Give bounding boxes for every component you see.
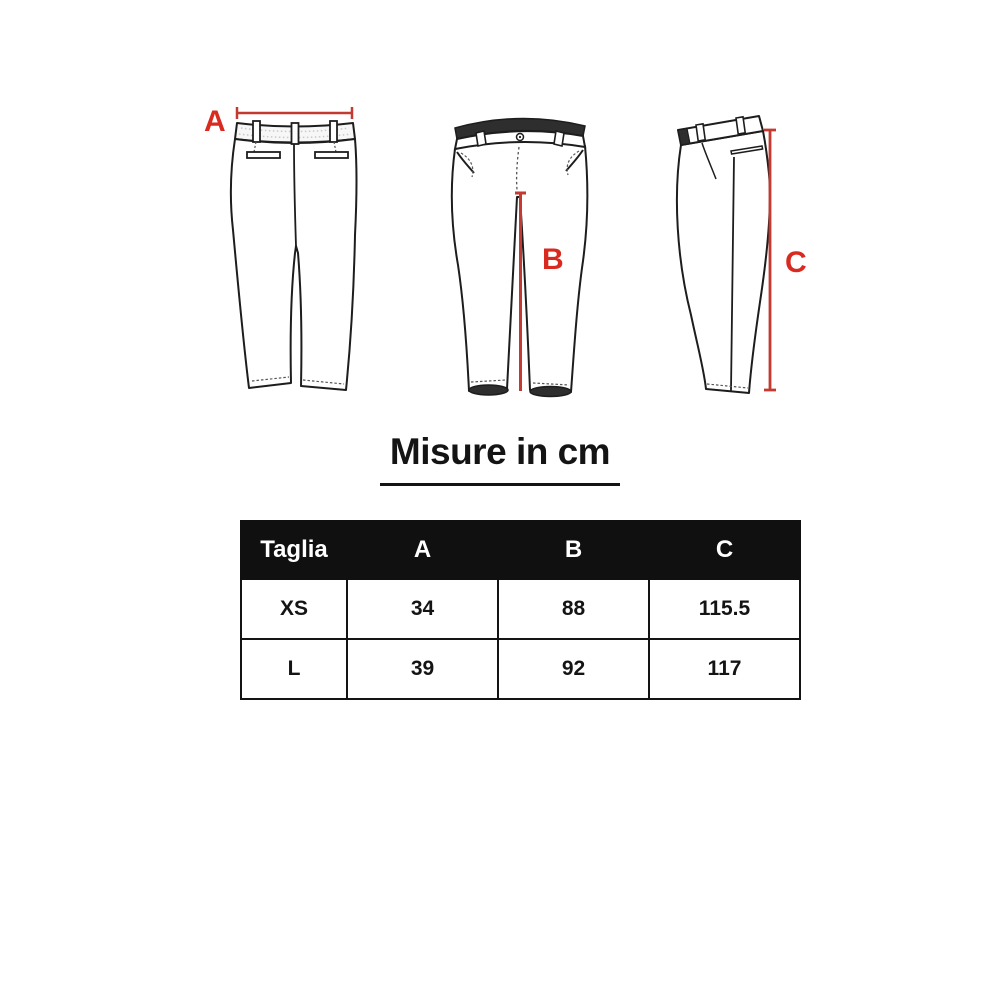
title-block bbox=[0, 431, 1000, 486]
value-cell: 39 bbox=[347, 639, 498, 699]
belt-loop bbox=[736, 117, 745, 134]
value-cell: 34 bbox=[347, 579, 498, 639]
pants-front-view-diagram bbox=[440, 100, 605, 405]
belt-loop bbox=[253, 121, 260, 142]
pants-back-view-diagram bbox=[195, 95, 375, 410]
size-cell: L bbox=[241, 639, 347, 699]
back-pocket bbox=[247, 152, 280, 158]
value-cell: 115.5 bbox=[649, 579, 800, 639]
header-taglia: Taglia bbox=[241, 521, 347, 579]
belt-loop bbox=[476, 131, 486, 146]
header-b: B bbox=[498, 521, 649, 579]
table-row-l bbox=[241, 639, 800, 699]
belt-loop bbox=[292, 123, 299, 144]
measure-label-a: A bbox=[204, 105, 226, 138]
back-pocket bbox=[315, 152, 348, 158]
header-a: A bbox=[347, 521, 498, 579]
page-title: Misure in cm bbox=[389, 431, 611, 472]
measure-label-c: C bbox=[785, 246, 807, 279]
hem-opening bbox=[469, 385, 508, 395]
button-hole bbox=[519, 136, 521, 138]
hem-opening bbox=[530, 387, 571, 397]
measure-line-a bbox=[237, 107, 352, 119]
value-cell: 117 bbox=[649, 639, 800, 699]
size-table-header-row bbox=[241, 521, 800, 579]
belt-loop bbox=[330, 121, 337, 142]
table-row-xs bbox=[241, 579, 800, 639]
header-c: C bbox=[649, 521, 800, 579]
value-cell: 92 bbox=[498, 639, 649, 699]
value-cell: 88 bbox=[498, 579, 649, 639]
pants-body-outline bbox=[677, 131, 770, 393]
title-underline bbox=[380, 483, 620, 486]
belt-loop bbox=[696, 124, 705, 141]
measure-label-b: B bbox=[542, 243, 564, 276]
size-cell: XS bbox=[241, 579, 347, 639]
size-table bbox=[240, 520, 801, 700]
pants-side-view-diagram bbox=[665, 100, 815, 405]
belt-loop bbox=[554, 131, 564, 146]
